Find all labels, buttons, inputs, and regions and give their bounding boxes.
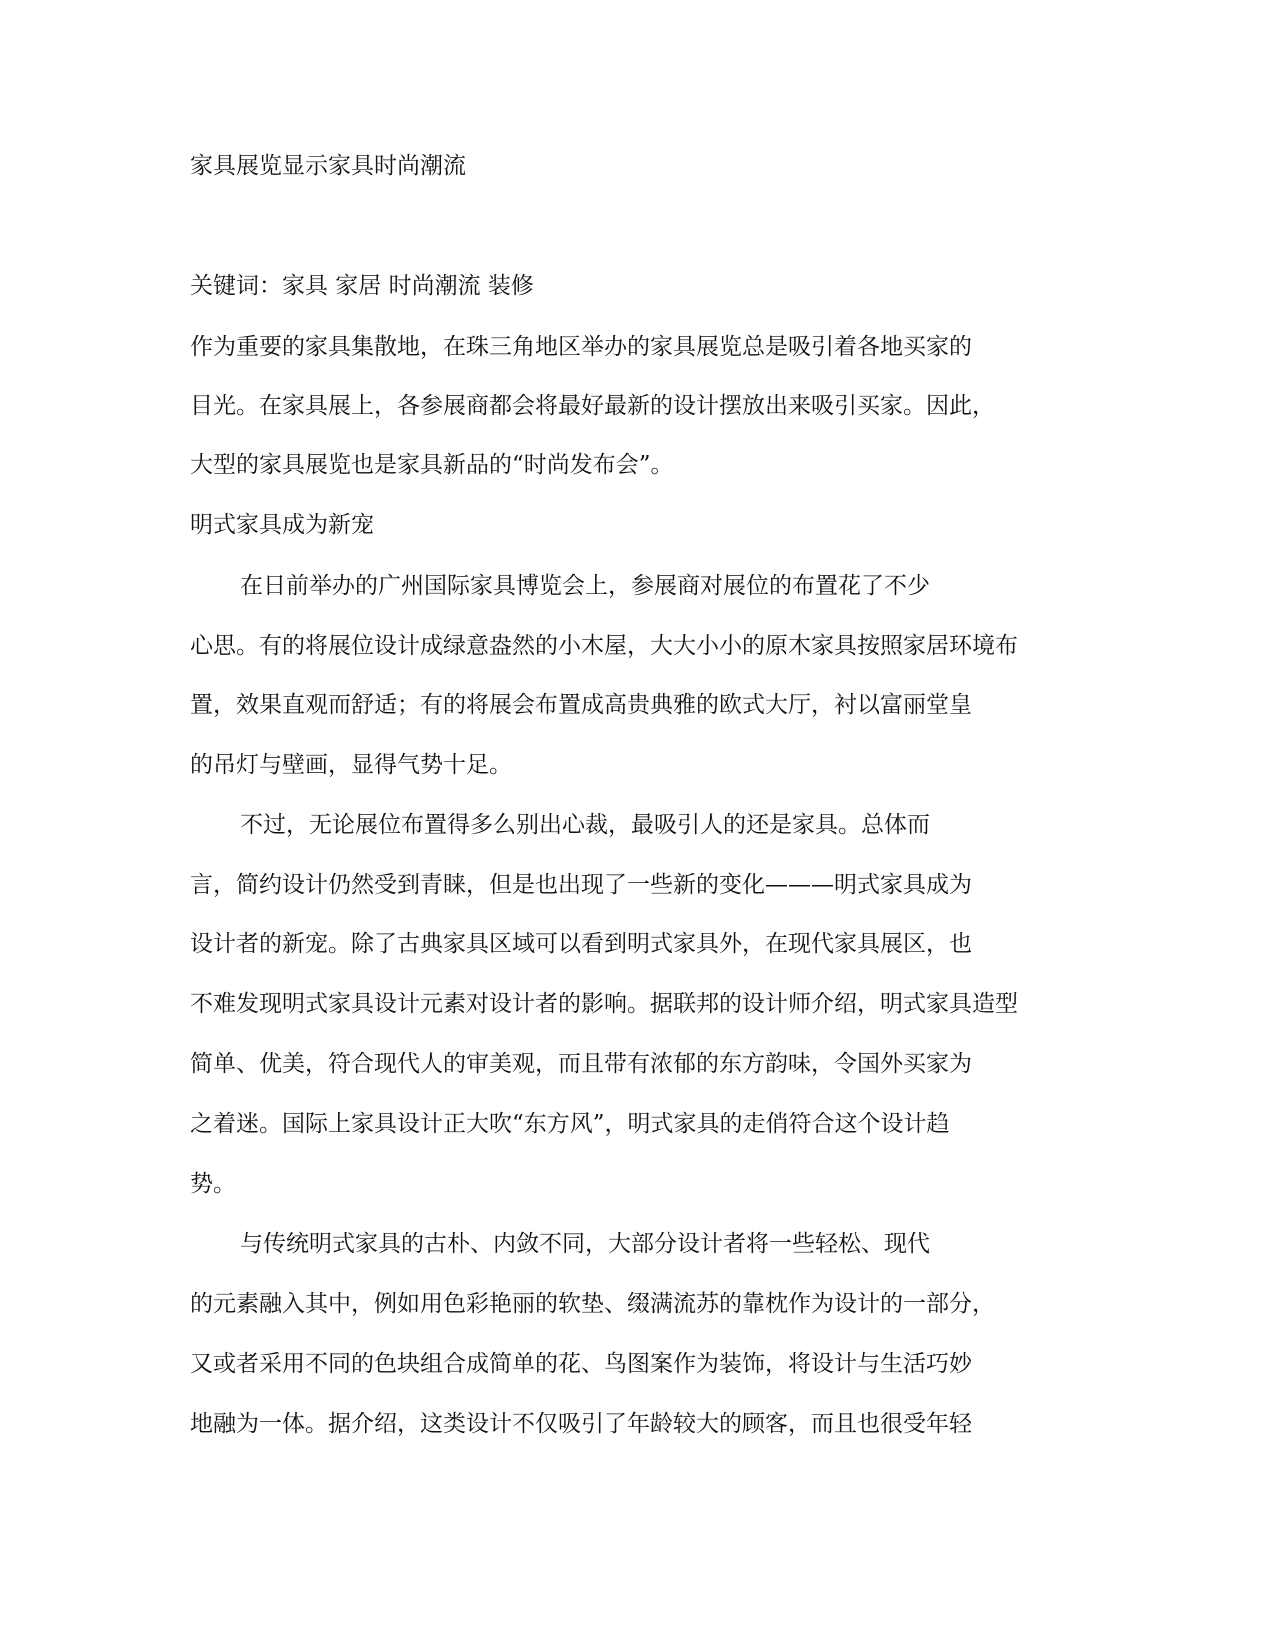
paragraph-line: 之着迷。国际上家具设计正大吹“东方风”，明式家具的走俏符合这个设计趋 <box>190 1111 950 1137</box>
paragraph-line: 简单、优美，符合现代人的审美观，而且带有浓郁的东方韵味，令国外买家为 <box>190 1051 972 1077</box>
paragraph-line: 目光。在家具展上，各参展商都会将最好最新的设计摆放出来吸引买家。因此， <box>190 393 995 419</box>
paragraph-line: 地融为一体。据介绍，这类设计不仅吸引了年龄较大的顾客，而且也很受年轻 <box>190 1411 972 1437</box>
paragraph-line: 大型的家具展览也是家具新品的“时尚发布会”。 <box>190 452 674 478</box>
document-title: 家具展览显示家具时尚潮流 <box>190 153 466 179</box>
paragraph-line: 不难发现明式家具设计元素对设计者的影响。据联邦的设计师介绍，明式家具造型 <box>190 991 1018 1017</box>
paragraph-line: 在日前举办的广州国际家具博览会上，参展商对展位的布置花了不少 <box>240 573 930 599</box>
section-heading: 明式家具成为新宠 <box>190 512 374 538</box>
paragraph-line: 作为重要的家具集散地，在珠三角地区举办的家具展览总是吸引着各地买家的 <box>190 334 972 360</box>
paragraph-line: 不过，无论展位布置得多么别出心裁，最吸引人的还是家具。总体而 <box>240 812 930 838</box>
keywords-line: 关键词：家具 家居 时尚潮流 装修 <box>190 273 534 299</box>
paragraph-line: 与传统明式家具的古朴、内敛不同，大部分设计者将一些轻松、现代 <box>240 1231 930 1257</box>
paragraph-line: 言，简约设计仍然受到青睐，但是也出现了一些新的变化———明式家具成为 <box>190 872 972 898</box>
paragraph-line: 置，效果直观而舒适；有的将展会布置成高贵典雅的欧式大厅，衬以富丽堂皇 <box>190 692 972 718</box>
paragraph-line: 设计者的新宠。除了古典家具区域可以看到明式家具外，在现代家具展区，也 <box>190 931 972 957</box>
paragraph-line: 心思。有的将展位设计成绿意盎然的小木屋，大大小小的原木家具按照家居环境布 <box>190 633 1018 659</box>
paragraph-line: 又或者采用不同的色块组合成简单的花、鸟图案作为装饰，将设计与生活巧妙 <box>190 1351 972 1377</box>
paragraph-line: 的吊灯与壁画，显得气势十足。 <box>190 752 512 778</box>
paragraph-line: 势。 <box>190 1171 236 1197</box>
paragraph-line: 的元素融入其中，例如用色彩艳丽的软垫、缀满流苏的靠枕作为设计的一部分， <box>190 1291 995 1317</box>
